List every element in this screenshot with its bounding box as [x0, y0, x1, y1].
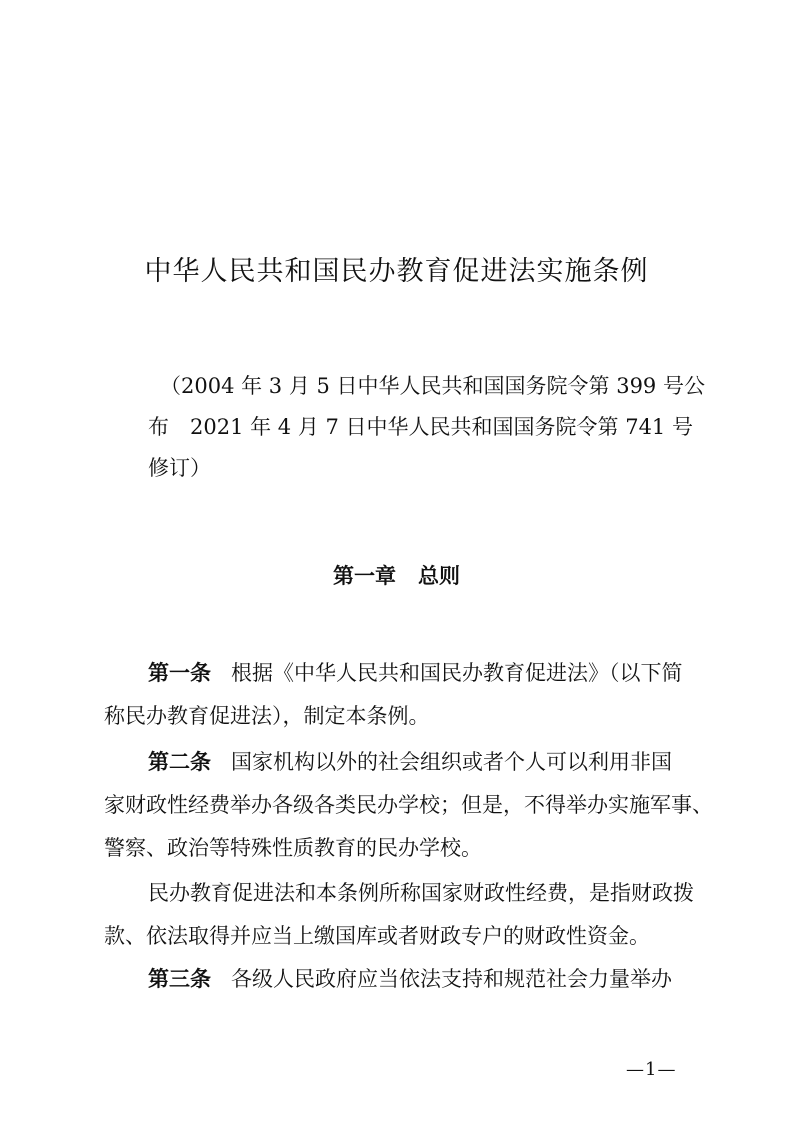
promulgation-note	[148, 366, 705, 489]
promulgation-note-line: （2004 年 3 月 5 日中华人民共和国国务院令第 399 号公	[160, 374, 705, 398]
article-paragraph	[104, 741, 713, 870]
promulgation-note-line: 修订）	[148, 456, 211, 480]
article-text-line: 称民办教育促进法），制定本条例。	[104, 704, 430, 728]
article-text-line: 各级人民政府应当依法支持和规范社会力量举办	[231, 967, 672, 991]
article-text-line: 民办教育促进法和本条例所称国家财政性经费，是指财政拨	[148, 881, 694, 905]
article-number: 第三条	[148, 967, 211, 991]
article-paragraph	[148, 958, 693, 1001]
promulgation-note-line: 布 2021 年 4 月 7 日中华人民共和国国务院令第 741 号	[148, 415, 693, 439]
article-number: 第一条	[148, 661, 211, 685]
article-number: 第二条	[148, 750, 211, 774]
article-text-line: 家财政性经费举办各级各类民办学校；但是，不得举办实施军事、	[104, 793, 713, 817]
chapter-name: 总则	[418, 564, 460, 588]
article-text-line: 根据《中华人民共和国民办教育促进法》（以下简	[231, 661, 683, 685]
article-text-line: 警察、政治等特殊性质教育的民办学校。	[104, 836, 482, 860]
chapter-heading	[0, 560, 793, 592]
article-text-line: 款、依法取得并应当上缴国库或者财政专户的财政性资金。	[104, 924, 650, 948]
page-number: —1—	[626, 1059, 677, 1080]
article-paragraph	[104, 652, 693, 738]
chapter-number: 第一章	[333, 564, 396, 588]
article-text-line: 国家机构以外的社会组织或者个人可以利用非国	[231, 750, 672, 774]
document-title: 中华人民共和国民办教育促进法实施条例	[144, 256, 649, 287]
article-paragraph	[104, 872, 694, 958]
